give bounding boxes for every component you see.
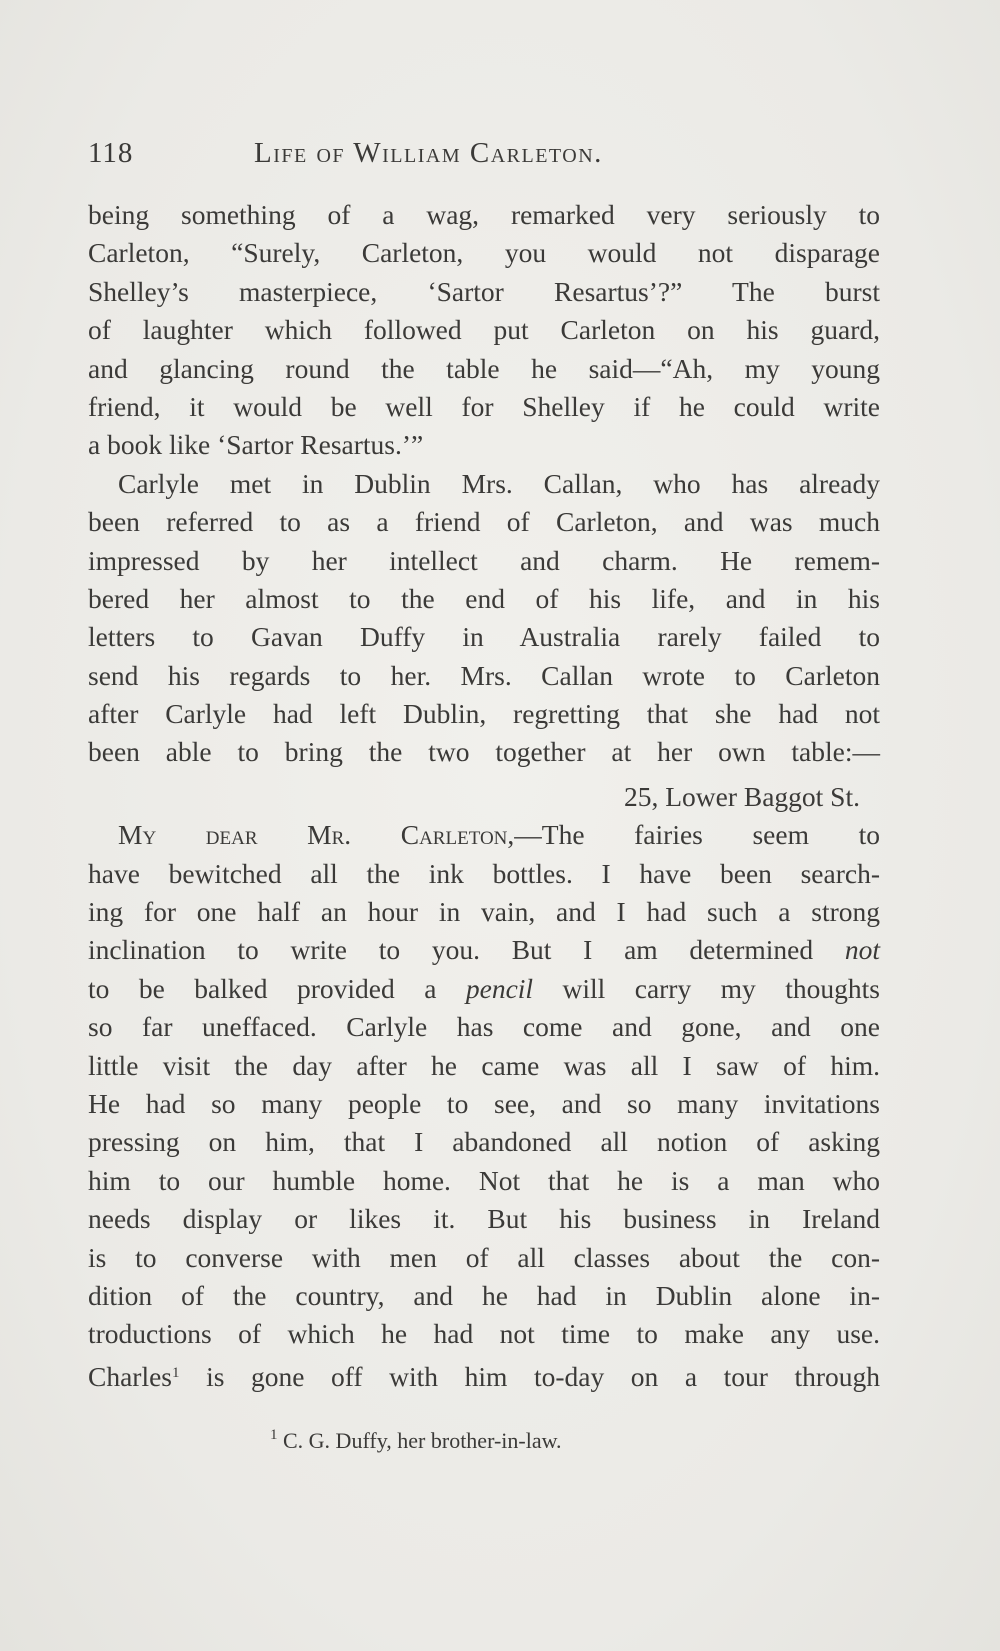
text-line: being something of a wag, remarked very seriously to (88, 199, 880, 230)
emphasis-not: not (844, 934, 880, 966)
text-line: dition of the country, and he had in Dublin alone in- (88, 1279, 880, 1311)
text-line: Shelley’s masterpiece, ‘Sartor Resartus’?” The burst (88, 275, 880, 307)
footnote-reference: 1 (172, 1364, 180, 1381)
letter (88, 778, 880, 1392)
page-number: 118 (88, 137, 134, 169)
text-line: needs display or likes it. But his business in Ireland (88, 1203, 880, 1235)
text-line: after Carlyle had left Dublin, regretting that she had not (88, 698, 880, 730)
footnote-text: C. G. Duffy, her brother-in-law. (277, 1428, 562, 1453)
emphasis-pencil: pencil (465, 972, 534, 1004)
text-line: impressed by her intellect and charm. He remem- (88, 544, 880, 576)
text-line: friend, it would be well for Shelley if he could write (88, 390, 880, 422)
text-line: and glancing round the table he said—“Ah, my young (88, 352, 880, 384)
text-fragment: inclination to write to you. But I am determined (88, 934, 845, 966)
text-line: letters to Gavan Duffy in Australia rarely failed to (88, 621, 880, 653)
text-line: a book like ‘Sartor Resartus.’” (88, 429, 424, 461)
text-line: Carlyle met in Dublin Mrs. Callan, who has already (118, 467, 880, 499)
letter-opening-line (88, 816, 880, 854)
text-fragment: to be balked provided a (88, 972, 466, 1004)
page-body (88, 196, 880, 1392)
paragraph-2 (88, 465, 880, 772)
text-line: troductions of which he had not time to make any use. (88, 1318, 880, 1350)
text-line (88, 931, 880, 969)
text-line: He had so many people to see, and so many invitations (88, 1087, 880, 1119)
text-fragment: —The fairies seem to (514, 819, 880, 851)
text-fragment: Charles (88, 1360, 173, 1392)
text-line (88, 970, 880, 1008)
paragraph-1 (88, 196, 880, 465)
text-line: have bewitched all the ink bottles. I have been search- (88, 857, 880, 889)
text-line: is to converse with men of all classes about the con- (88, 1241, 880, 1273)
footnote (270, 1427, 562, 1454)
letter-address: 25, Lower Baggot St. (623, 780, 860, 812)
text-line: of laughter which followed put Carleton on his guard, (88, 314, 880, 346)
footnote-mark: 1 (270, 1427, 278, 1443)
text-line: pressing on him, that I abandoned all notion of asking (88, 1126, 880, 1158)
text-line: been able to bring the two together at her own table:— (88, 736, 880, 768)
text-line: little visit the day after he came was all I saw of him. (88, 1049, 880, 1081)
text-line: so far uneffaced. Carlyle has come and gone, and one (88, 1011, 880, 1043)
text-fragment: is gone off with him to-day on a tour through (179, 1360, 880, 1392)
letter-salutation: My dear Mr. Carleton, (118, 819, 515, 851)
text-fragment: will carry my thoughts (533, 972, 880, 1004)
text-line: him to our humble home. Not that he is a man who (88, 1164, 880, 1196)
text-line: bered her almost to the end of his life, and in his (88, 582, 880, 614)
text-line (88, 1354, 880, 1392)
page-header (88, 137, 880, 177)
text-line: send his regards to her. Mrs. Callan wrote to Carleton (88, 659, 880, 691)
running-title: Life of William Carleton. (254, 137, 603, 169)
text-line: ing for one half an hour in vain, and I had such a strong (88, 896, 880, 928)
text-line: Carleton, “Surely, Carleton, you would not disparage (88, 237, 880, 269)
text-line: been referred to as a friend of Carleton, and was much (88, 506, 880, 538)
